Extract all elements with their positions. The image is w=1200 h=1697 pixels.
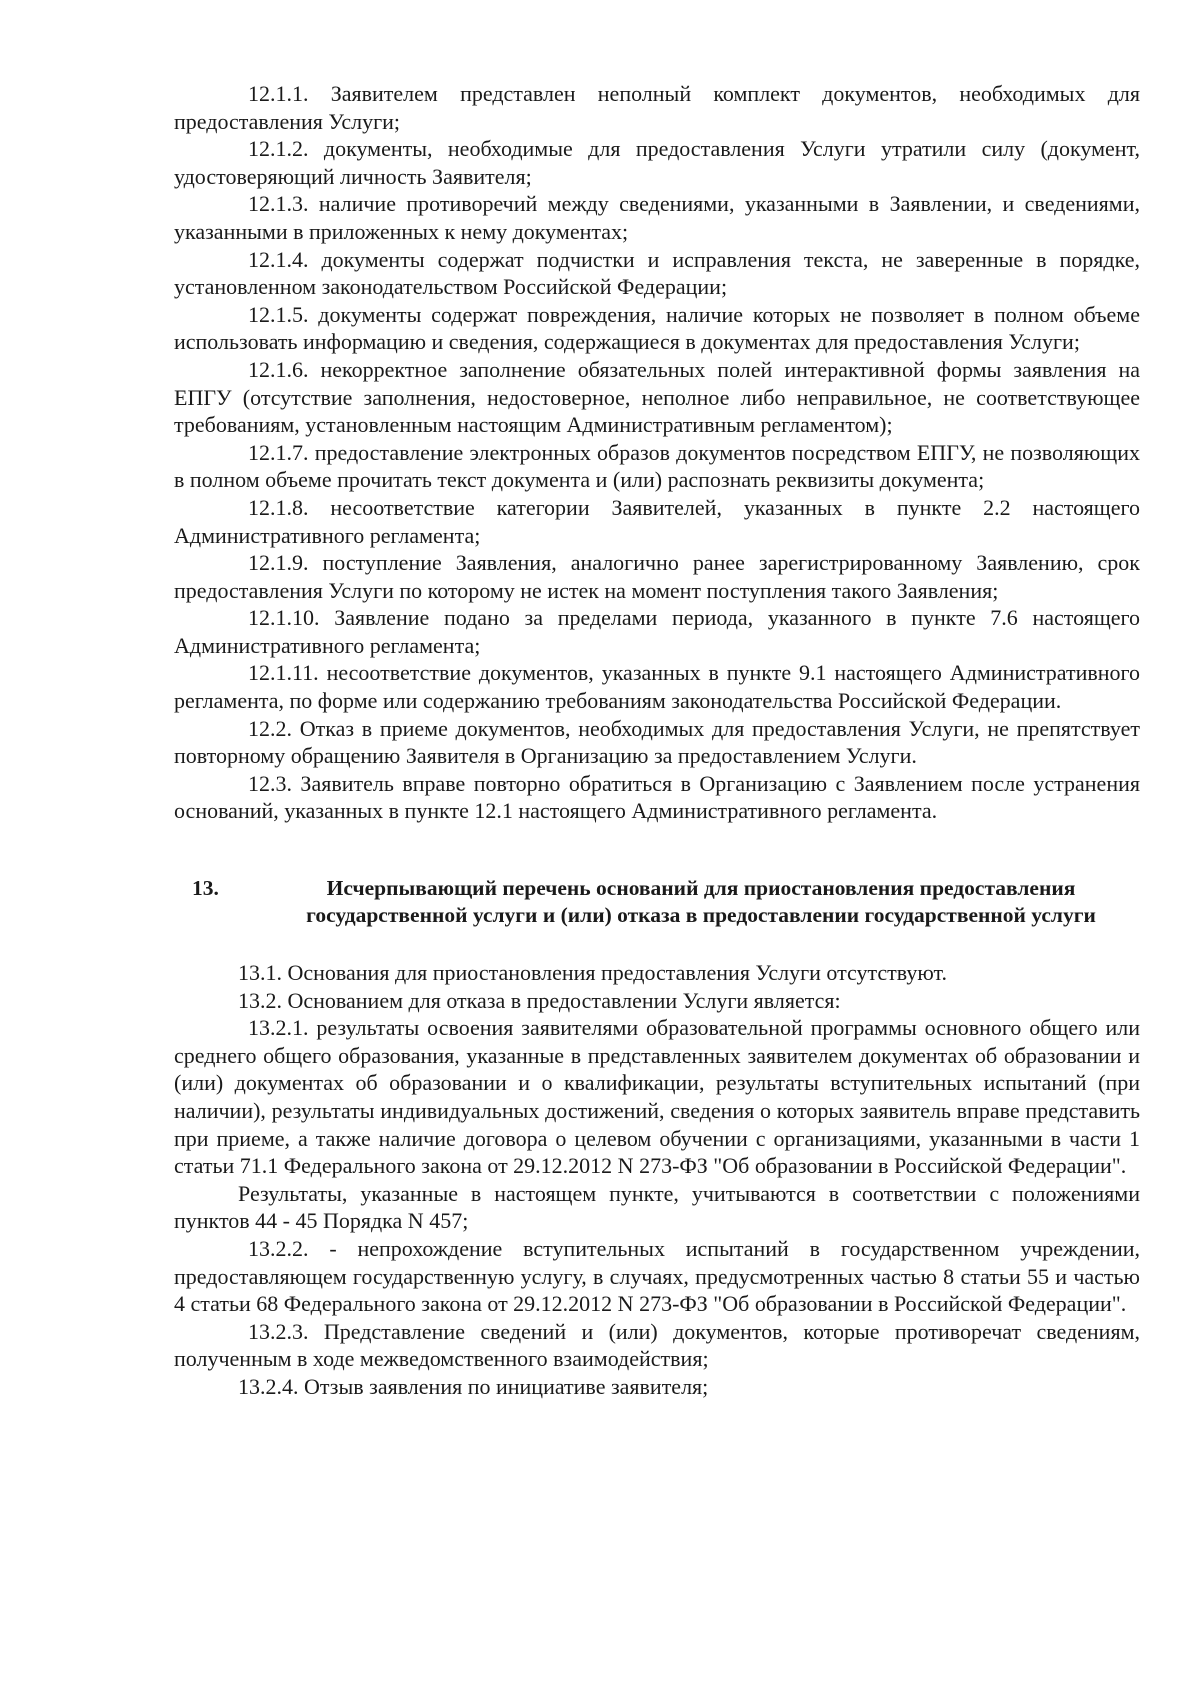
clause-13-2-4: 13.2.4. Отзыв заявления по инициативе заявителя; [238, 1373, 709, 1399]
clause-12-1-9: 12.1.9. поступление Заявления, аналогично ранее зарегистрированному Заявлению, срок предоставления Услуги по которому не истек на момент поступления такого Заявления; [174, 550, 1140, 603]
document-page [174, 80, 1140, 1401]
clause-13-2-2: 13.2.2. - непрохождение вступительных испытаний в государственном учреждении, предоставляющем государственную услугу, в случаях, предусмотренных частью 8 статьи 55 и частью 4 статьи 68 Федерального закона от 29.12.2012 N 273-ФЗ "Об образовании в Российской Федерации". [174, 1235, 1140, 1317]
clause-13-2-3: 13.2.3. Представление сведений и (или) документов, которые противоречат сведениям, полученным в ходе межведомственного взаимодействия; [174, 1318, 1140, 1372]
clause-13-1: 13.1. Основания для приостановления предоставления Услуги отсутствуют. [238, 960, 947, 986]
clause-13-2-1: 13.2.1. результаты освоения заявителями образовательной программы основного общего или среднего общего образования, указанные в представленных заявителем документах об образовании и (или) документах об образовании и о квалификации, результаты вступительных испытаний (при наличии), результаты индивидуальных достижений, сведения о которых заявитель вправе представить при приеме, а также наличие договора о целевом обучении с организациями, указанными в части 1 статьи 71.1 Федерального закона от 29.12.2012 N 273-ФЗ "Об образовании в Российской Федерации". [174, 1015, 1140, 1179]
clause-12-1-5: 12.1.5. документы содержат повреждения, наличие которых не позволяет в полном объеме использовать информацию и сведения, содержащиеся в документах для предоставления Услуги; [174, 301, 1140, 355]
clause-12-1-7: 12.1.7. предоставление электронных образов документов посредством ЕПГУ, не позволяющих в полном объеме прочитать текст документа и (или) распознать реквизиты документа; [174, 439, 1140, 493]
section-gap-top [174, 825, 1140, 875]
clause-12-1-10: 12.1.10. Заявление подано за пределами периода, указанного в пункте 7.6 настоящего Административного регламента; [174, 605, 1140, 658]
section-13-heading [174, 875, 1140, 929]
section-gap-bottom [174, 929, 1140, 959]
clause-12-1-8: 12.1.8. несоответствие категории Заявителей, указанных в пункте 2.2 настоящего Административного регламента; [174, 494, 1140, 548]
clause-13-2: 13.2. Основанием для отказа в предоставлении Услуги является: [238, 987, 841, 1013]
section-13-number: 13. [192, 876, 219, 901]
clause-12-3: 12.3. Заявитель вправе повторно обратиться в Организацию с Заявлением после устранения оснований, указанных в пункте 12.1 настоящего Административного регламента. [174, 770, 1140, 824]
clause-12-1-3: 12.1.3. наличие противоречий между сведениями, указанными в Заявлении, и сведениями, указанными в приложенных к нему документах; [174, 191, 1140, 244]
clause-12-1-4: 12.1.4. документы содержат подчистки и исправления текста, не заверенные в порядке, установленном законодательством Российской Федерации; [174, 246, 1140, 300]
clause-12-1-11: 12.1.11. несоответствие документов, указанных в пункте 9.1 настоящего Административного регламента, по форме или содержанию требованиям законодательства Российской Федерации. [174, 660, 1140, 714]
clause-13-2-1-note: Результаты, указанные в настоящем пункте, учитываются в соответствии с положениями пунктов 44 - 45 Порядка N 457; [174, 1180, 1140, 1234]
clause-12-1-1: 12.1.1. Заявителем представлен неполный комплект документов, необходимых для предоставления Услуги; [174, 81, 1140, 134]
clause-12-2: 12.2. Отказ в приеме документов, необходимых для предоставления Услуги, не препятствует повторному обращению Заявителя в Организацию за предоставлением Услуги. [174, 715, 1140, 769]
section-13-title: Исчерпывающий перечень оснований для приостановления предоставления государственной услуги и (или) отказа в предоставлении государственной услуги [306, 876, 1096, 928]
clause-12-1-6: 12.1.6. некорректное заполнение обязательных полей интерактивной формы заявления на ЕПГУ (отсутствие заполнения, недостоверное, неполное либо неправильное, не соответствующее требованиям, установленным настоящим Административным регламентом); [174, 356, 1140, 438]
clause-12-1-2: 12.1.2. документы, необходимые для предоставления Услуги утратили силу (документ, удостоверяющий личность Заявителя; [174, 136, 1140, 189]
